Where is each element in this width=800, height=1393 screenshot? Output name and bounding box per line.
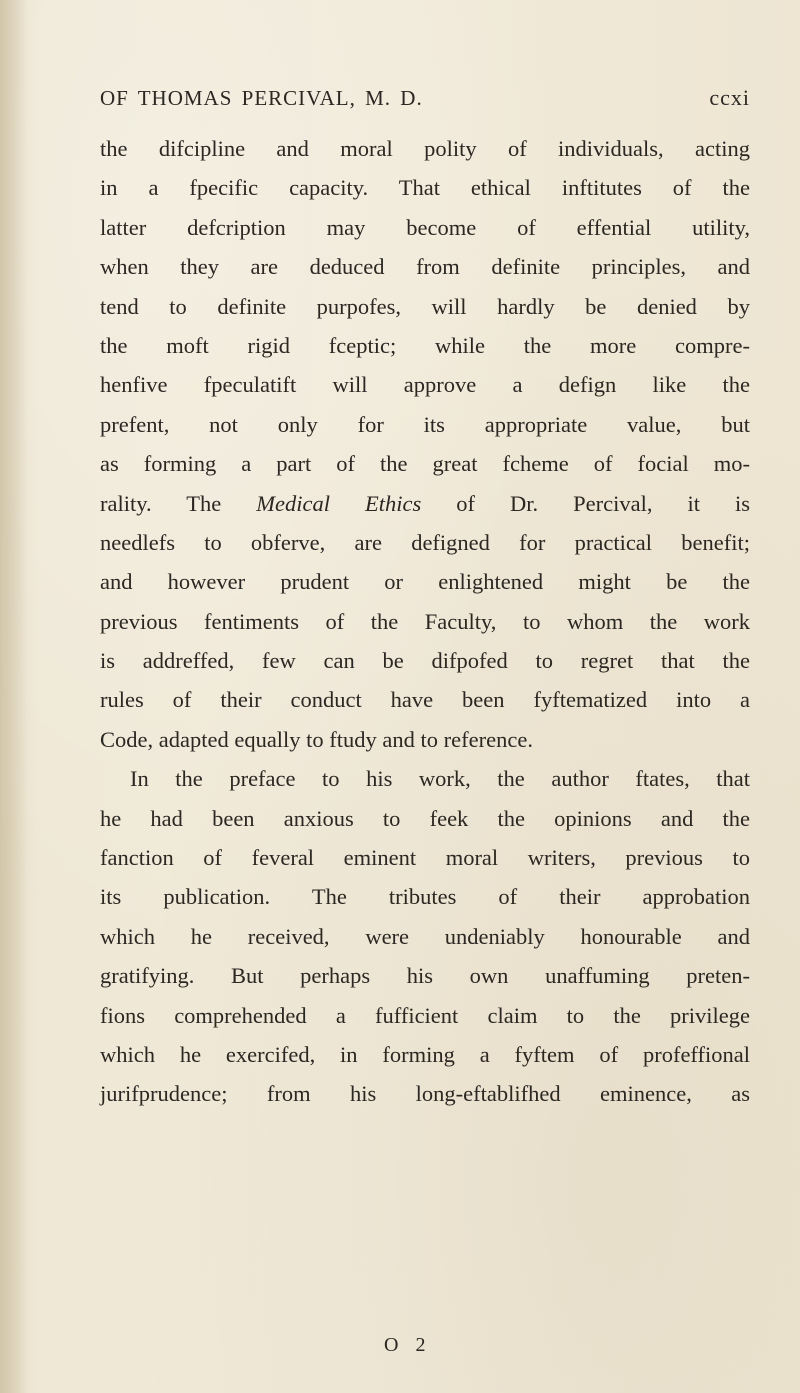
text-line: when they are deduced from definite principles, and [100,254,750,280]
text-line: latter defcription may become of effential utility, [100,214,750,240]
text-line: its publication. The tributes of their approbation [100,884,750,910]
text-line: which he exercifed, in forming a fyftem of profeffional [100,1041,750,1067]
text-line: tend to definite purpofes, will hardly be denied by [100,293,750,319]
book-title-italic: Medical Ethics [256,490,422,516]
page-gutter-shadow [0,0,28,1393]
text-line: rules of their conduct have been fyftematized into a [100,687,750,713]
running-head [100,76,750,116]
text-line: fions comprehended a fufficient claim to the privilege [100,1002,750,1028]
text-line-with-title [100,484,750,523]
text-line: fanction of feveral eminent moral writers, previous to [100,845,750,871]
paragraph-first-line: In the preface to his work, the author ftates, that [130,766,750,792]
signature-mark: O 2 [384,1334,432,1356]
text-line: gratifying. But perhaps his own unaffuming preten- [100,963,750,989]
text-line: needlefs to obferve, are defigned for practical benefit; [100,529,750,555]
text-line: as forming a part of the great fcheme of focial mo- [100,451,750,477]
line-text-before-title: rality. The [100,490,257,516]
text-line: jurifprudence; from his long-eftablifhed eminence, as [100,1081,750,1107]
line-text-after-title: of Dr. Percival, it is [421,490,750,516]
text-line: in a fpecific capacity. That ethical inftitutes of the [100,175,750,201]
text-line: he had been anxious to feek the opinions and the [100,805,750,831]
body-text [100,129,750,1114]
text-line: which he received, were undeniably honourable and [100,923,750,949]
text-line: the difcipline and moral polity of individuals, acting [100,136,750,161]
text-line: is addreffed, few can be difpofed to regret that the [100,648,750,674]
text-line: prefent, not only for its appropriate value, but [100,411,750,437]
text-line: and however prudent or enlightened might be the [100,569,750,595]
text-line: the moft rigid fceptic; while the more compre- [100,332,750,358]
running-head-title: OF THOMAS PERCIVAL, M. D. [100,86,423,110]
page-number: ccxi [709,85,750,110]
text-line: henfive fpeculatift will approve a defign like the [100,372,750,398]
text-line: previous fentiments of the Faculty, to whom the work [100,608,750,634]
text-line: Code, adapted equally to ftudy and to reference. [100,726,533,752]
